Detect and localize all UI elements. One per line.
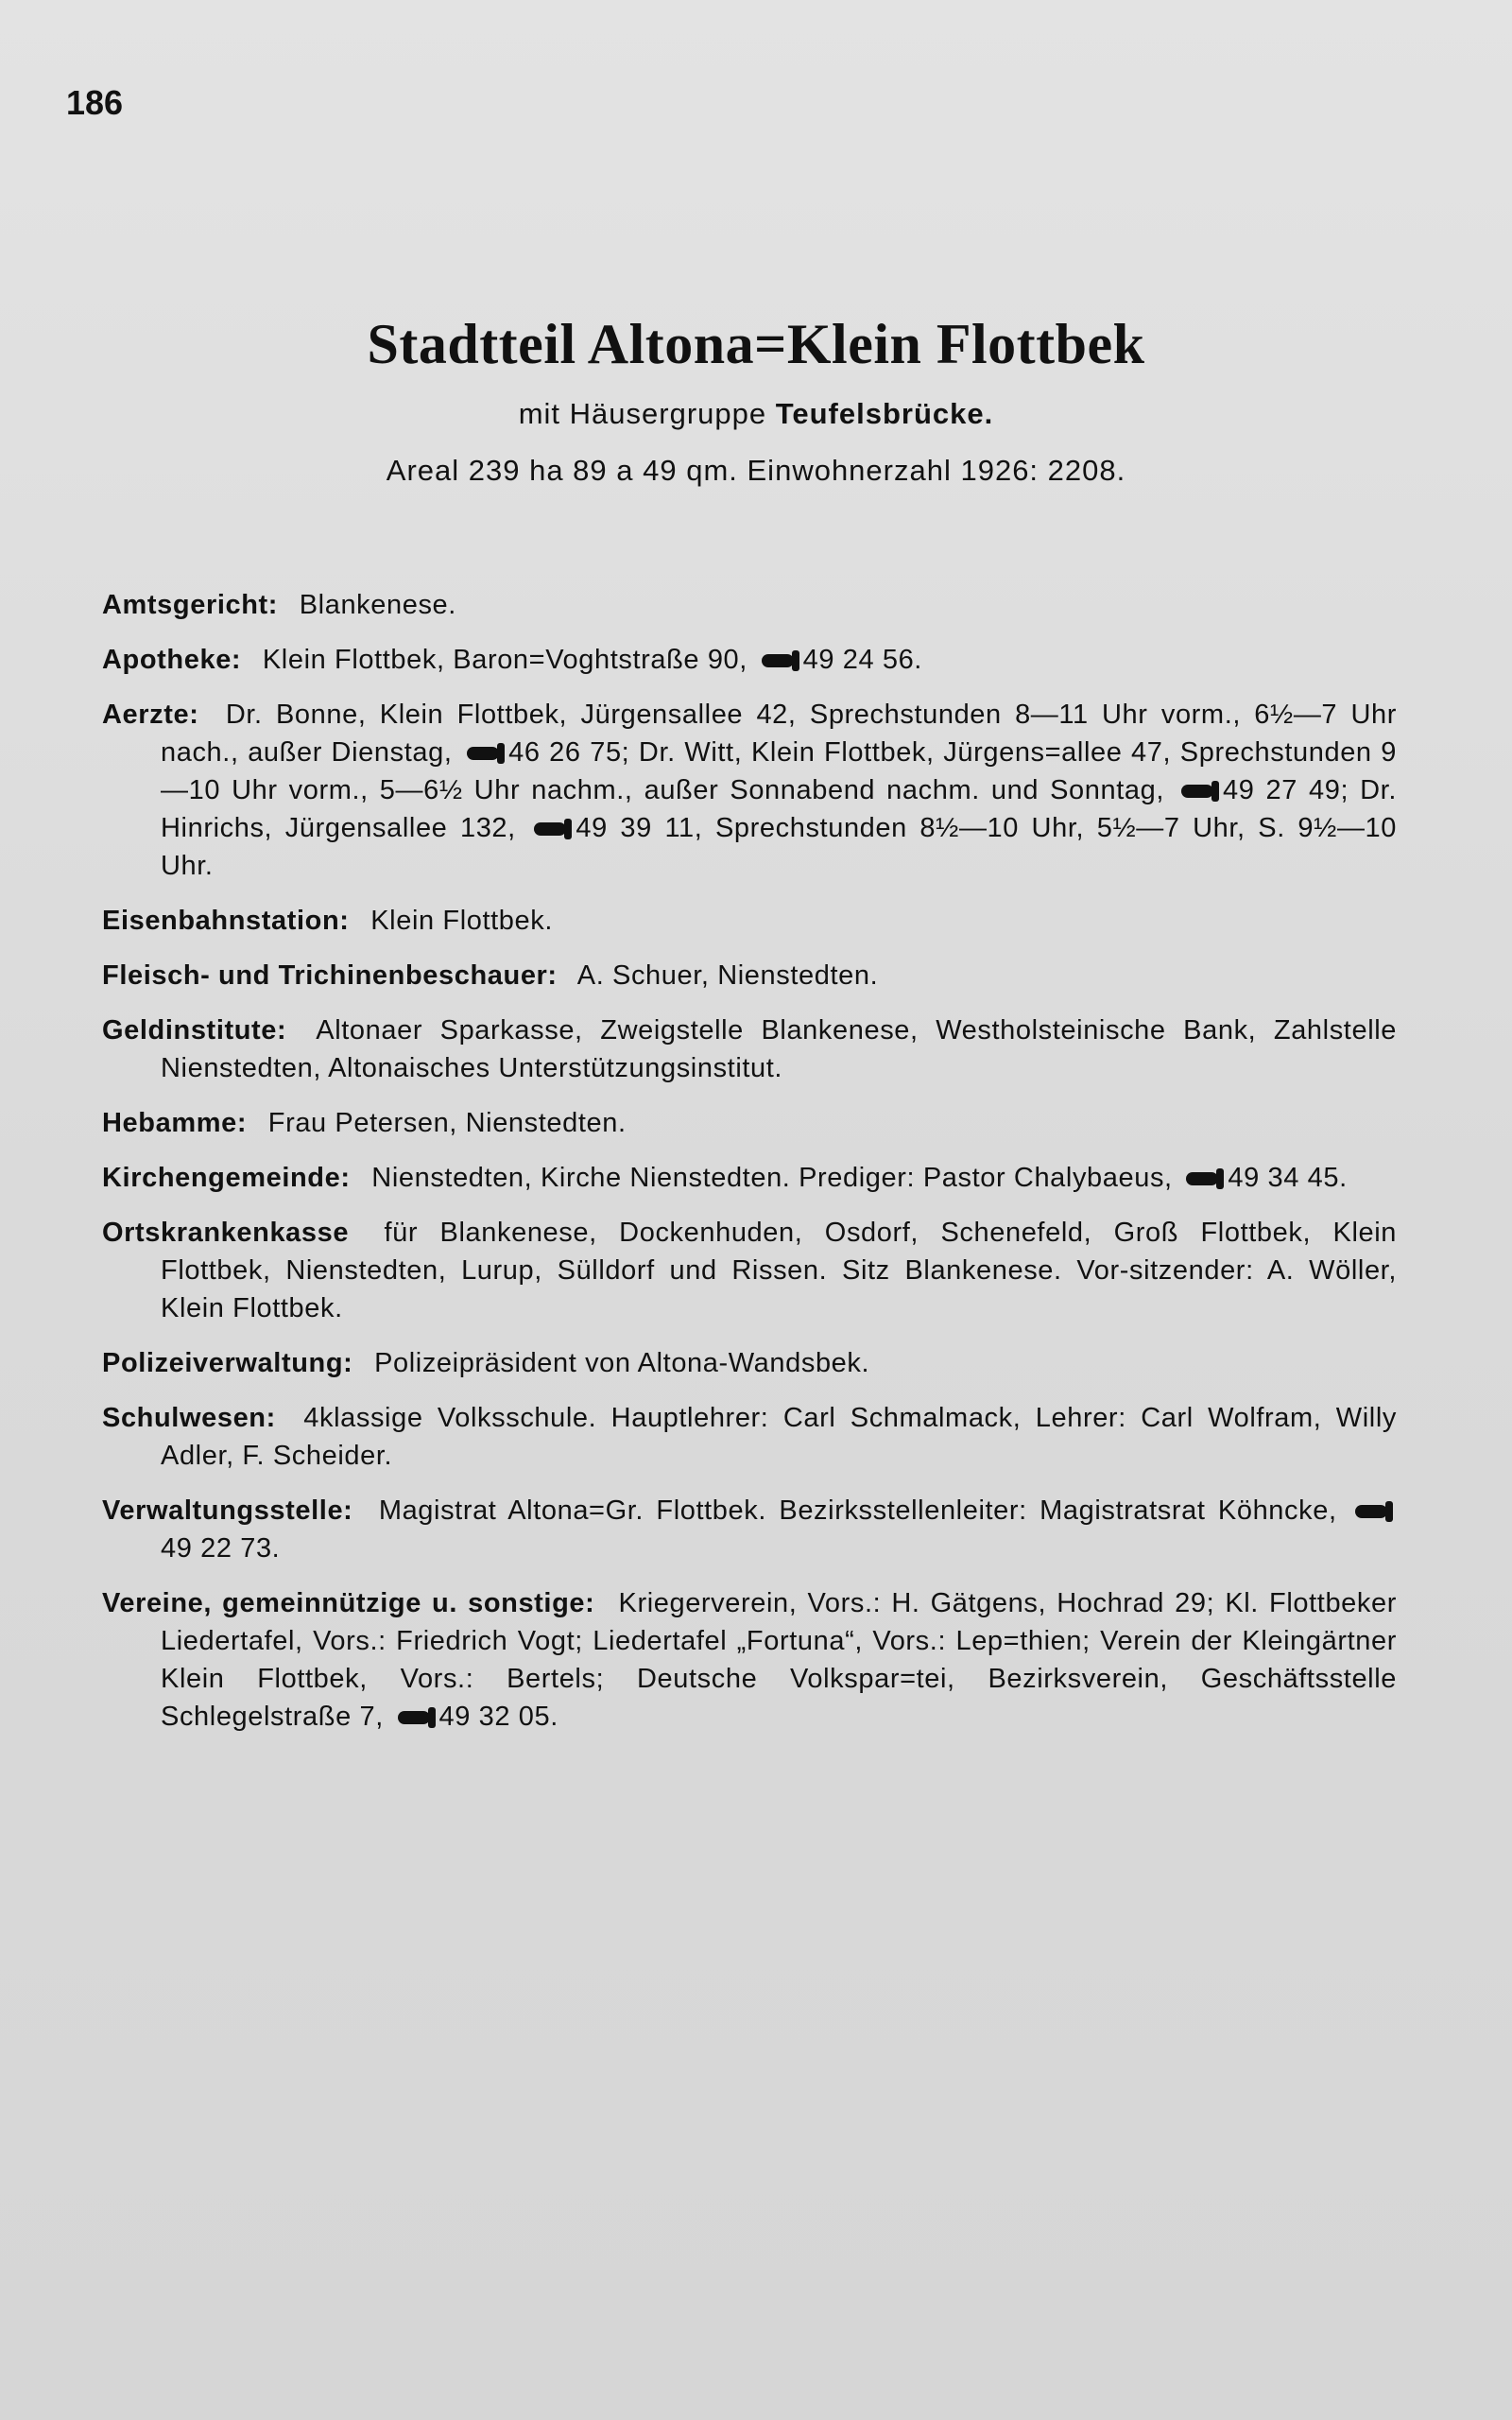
entry-label: Fleisch- und Trichinenbeschauer:: [102, 960, 558, 991]
entry-text: Blankenese.: [299, 590, 456, 620]
entry-text: Klein Flottbek, Baron=Voghtstraße 90,: [262, 645, 747, 675]
entry-list: [102, 586, 1397, 1753]
directory-entry: [102, 1399, 1397, 1475]
subtitle-place: Teufelsbrücke.: [775, 397, 994, 430]
entry-label: Apotheke:: [102, 645, 242, 675]
telephone-icon: [534, 822, 566, 836]
page-title: Stadtteil Altona=Klein Flottbek: [367, 313, 1145, 375]
telephone-icon: [398, 1711, 430, 1724]
entry-label: Hebamme:: [102, 1108, 248, 1138]
entry-label: Amtsgericht:: [102, 590, 279, 620]
entry-label: Eisenbahnstation:: [102, 906, 350, 936]
directory-entry: [102, 586, 1397, 624]
directory-entry: [102, 641, 1397, 679]
entry-text: 49 39 11, Sprechstunden 8½—10 Uhr, 5½—7 Uhr, S. 9½—10 Uhr.: [161, 813, 1398, 881]
entry-text: Magistrat Altona=Gr. Flottbek. Bezirksstellenleiter: Magistratsrat Köhncke,: [378, 1495, 1337, 1526]
entry-text: 49 34 45.: [1228, 1163, 1348, 1193]
subtitle-prefix: mit Häusergruppe: [518, 397, 767, 430]
subtitle: [0, 397, 1512, 431]
directory-entry: [102, 1492, 1397, 1567]
entry-text: Klein Flottbek.: [370, 906, 553, 936]
entry-label: Ortskrankenkasse: [102, 1218, 350, 1248]
entry-text: 46 26 75; Dr. Witt, Klein Flottbek, Jürgens=allee 47, Sprechstunden 9—10 Uhr vorm., 5—6½ Uhr nachm., außer Sonnabend nachm. und Sonntag,: [161, 737, 1397, 805]
telephone-icon: [762, 654, 794, 667]
entry-text: 49 22 73.: [161, 1533, 281, 1564]
directory-entry: [102, 696, 1397, 885]
entry-text: 4klassige Volksschule. Hauptlehrer: Carl Schmalmack, Lehrer: Carl Wolfram, Willy Adler, F. Scheider.: [161, 1403, 1397, 1471]
entry-label: Polizeiverwaltung:: [102, 1348, 353, 1378]
entry-label: Kirchengemeinde:: [102, 1163, 351, 1193]
directory-entry: [102, 1344, 1397, 1382]
directory-entry: [102, 1159, 1397, 1197]
entry-text: 49 24 56.: [802, 645, 922, 675]
areal-line: Areal 239 ha 89 a 49 qm. Einwohnerzahl 1926: 2208.: [386, 454, 1126, 487]
entry-text: Kriegerverein, Vors.: H. Gätgens, Hochrad 29; Kl. Flottbeker Liedertafel, Vors.: Friedrich Vogt; Liedertafel „Fortuna“, Vors.: Lep=thien; Verein der Kleingärtner Klein Flottbek, Vors.: Bertels; Deutsche Volkspar=tei, Bezirksverein, Geschäftsstelle Schlegelstraße 7,: [161, 1588, 1397, 1732]
directory-entry: [102, 1214, 1397, 1327]
entry-text: für Blankenese, Dockenhuden, Osdorf, Schenefeld, Groß Flottbek, Klein Flottbek, Nienstedten, Lurup, Sülldorf und Rissen. Sitz Blankenese. Vor-sitzender: A. Wöller, Klein Flottbek.: [161, 1218, 1397, 1323]
entry-text: Dr. Bonne, Klein Flottbek, Jürgensallee 42, Sprechstunden 8—11 Uhr vorm., 6½—7 Uhr nach., außer Dienstag,: [161, 700, 1397, 768]
telephone-icon: [467, 747, 499, 760]
entry-text: Polizeipräsident von Altona-Wandsbek.: [374, 1348, 870, 1378]
entry-text: A. Schuer, Nienstedten.: [576, 960, 879, 991]
directory-entry: [102, 902, 1397, 940]
directory-entry: [102, 1584, 1397, 1736]
telephone-icon: [1355, 1505, 1387, 1518]
page-number: 186: [66, 83, 124, 122]
telephone-icon: [1186, 1172, 1218, 1185]
entry-label: Verwaltungsstelle:: [102, 1495, 353, 1526]
entry-label: Schulwesen:: [102, 1403, 276, 1433]
entry-text: 49 27 49; Dr. Hinrichs, Jürgensallee 132,: [161, 775, 1397, 843]
entry-text: Altonaer Sparkasse, Zweigstelle Blankenese, Westholsteinische Bank, Zahlstelle Nienstedten, Altonaisches Unterstützungsinstitut.: [161, 1015, 1398, 1083]
directory-entry: [102, 957, 1397, 994]
entry-label: Geldinstitute:: [102, 1015, 287, 1046]
telephone-icon: [1181, 785, 1213, 798]
directory-entry: [102, 1104, 1397, 1142]
entry-text: Frau Petersen, Nienstedten.: [267, 1108, 627, 1138]
entry-text: 49 32 05.: [438, 1702, 558, 1732]
entry-text: Nienstedten, Kirche Nienstedten. Prediger: Pastor Chalybaeus,: [371, 1163, 1173, 1193]
directory-entry: [102, 1011, 1397, 1087]
entry-label: Aerzte:: [102, 700, 199, 730]
entry-label: Vereine, gemeinnützige u. sonstige:: [102, 1588, 595, 1618]
